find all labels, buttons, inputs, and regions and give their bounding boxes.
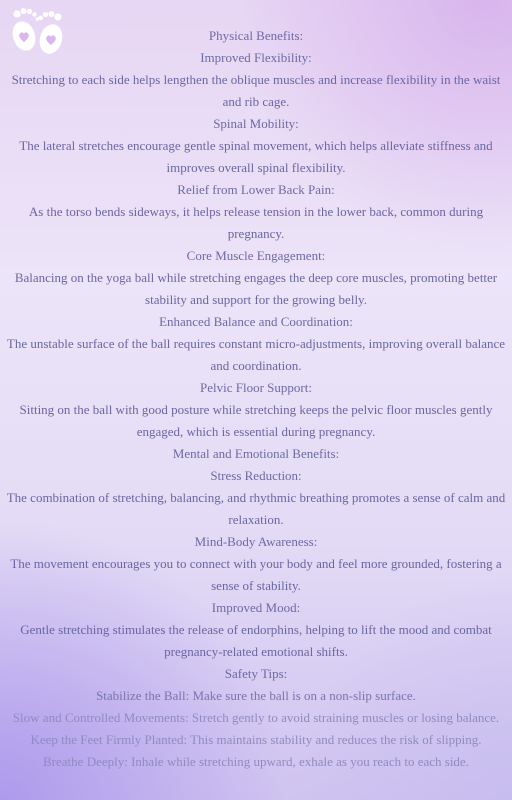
item-heading: Spinal Mobility: [213,116,299,131]
item-heading: Relief from Lower Back Pain: [177,182,335,197]
item-text: The lateral stretches encourage gentle spinal movement, which helps alleviate stiffness and improves overall spinal flexibility. [19,138,493,175]
item-heading: Enhanced Balance and Coordination: [159,314,353,329]
item-text: Gentle stretching stimulates the release of endorphins, helping to lift the mood and combat pregnancy-related emotional shifts. [20,622,492,659]
safety-tip: Keep the Feet Firmly Planted: This maintains stability and reduces the risk of slipping. [30,732,482,747]
item-heading: Improved Mood: [211,600,301,615]
section-title-physical: Physical Benefits: [208,28,304,43]
item-heading: Stress Reduction: [210,468,302,483]
safety-tip: Breathe Deeply: Inhale while stretching upward, exhale as you reach to each side. [43,754,469,769]
item-heading: Core Muscle Engagement: [186,248,326,263]
safety-tip: Stabilize the Ball: Make sure the ball is on a non-slip surface. [96,688,416,703]
section-title-mental: Mental and Emotional Benefits: [172,446,340,461]
item-text: The combination of stretching, balancing, and rhythmic breathing promotes a sense of calm and relaxation. [6,490,506,527]
section-title-safety: Safety Tips: [224,666,288,681]
item-text: The movement encourages you to connect with your body and feel more grounded, fostering a sense of stability. [10,556,502,593]
item-heading: Improved Flexibility: [200,50,312,65]
item-heading: Mind-Body Awareness: [194,534,318,549]
safety-tip: Slow and Controlled Movements: Stretch gently to avoid straining muscles or losing balance. [12,710,500,725]
item-text: Balancing on the yoga ball while stretching engages the deep core muscles, promoting better stability and support for the growing belly. [14,270,498,307]
item-text: Sitting on the ball with good posture while stretching keeps the pelvic floor muscles gently engaged, which is essential during pregnancy. [19,402,493,439]
item-text: Stretching to each side helps lengthen the oblique muscles and increase flexibility in the waist and rib cage. [11,72,501,109]
item-text: As the torso bends sideways, it helps release tension in the lower back, common during pregnancy. [28,204,484,241]
item-heading: Pelvic Floor Support: [200,380,312,395]
benefits-content [0,25,512,773]
item-text: The unstable surface of the ball requires constant micro-adjustments, improving overall balance and coordination. [6,336,506,373]
